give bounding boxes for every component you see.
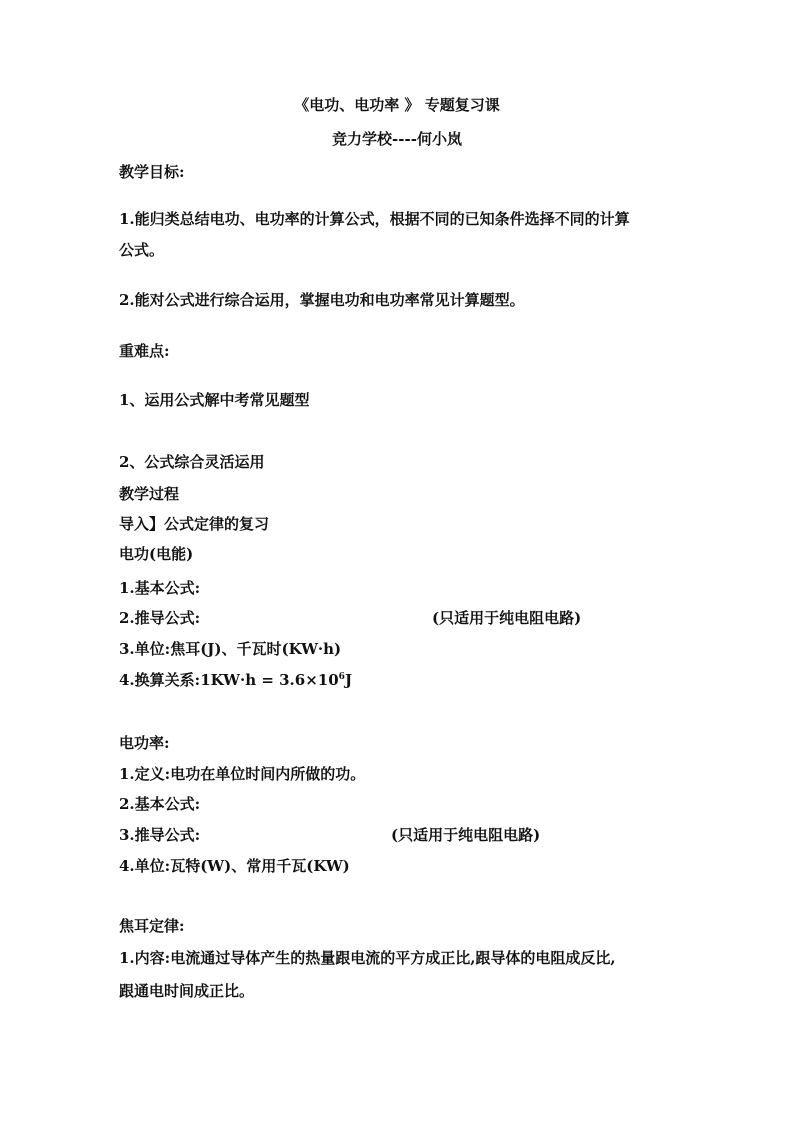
goals-heading: 教学目标: xyxy=(119,163,185,181)
joule-item-1-line-2: 跟通电时间成正比。 xyxy=(119,982,255,1000)
power-item-1: 1.定义:电功在单位时间内所做的功。 xyxy=(119,765,366,783)
key-point-1: 1、运用公式解中考常见题型 xyxy=(119,391,310,409)
work-item-4-exponent: 6 xyxy=(338,672,345,682)
work-item-2-note: (只适用于纯电阻电路) xyxy=(432,609,582,627)
work-item-3: 3.单位:焦耳(J)、千瓦时(KW·h) xyxy=(119,640,342,658)
key-points-heading: 重难点: xyxy=(119,342,170,360)
intro-line: 导入】公式定律的复习 xyxy=(119,515,270,533)
process-heading: 教学过程 xyxy=(119,485,180,503)
electric-power-heading: 电功率: xyxy=(119,734,170,752)
goal-1-line-1: 1.能归类总结电功、电功率的计算公式，根据不同的已知条件选择不同的计算 xyxy=(119,210,630,228)
work-item-4-main: 4.换算关系:1KW·h = 3.6×10 xyxy=(119,671,339,689)
power-item-3: 3.推导公式: xyxy=(119,826,201,844)
power-item-4: 4.单位:瓦特(W)、常用千瓦(KW) xyxy=(119,857,350,875)
goal-2: 2.能对公式进行综合运用，掌握电功和电功率常见计算题型。 xyxy=(119,291,525,309)
work-item-2: 2.推导公式: xyxy=(119,609,201,627)
power-item-3-note: (只适用于纯电阻电路) xyxy=(391,826,541,844)
joule-item-1-line-1: 1.内容:电流通过导体产生的热量跟电流的平方成正比,跟导体的电阻成反比, xyxy=(119,949,616,967)
joule-law-heading: 焦耳定律: xyxy=(119,917,185,935)
power-item-2: 2.基本公式: xyxy=(119,795,201,813)
electric-work-heading: 电功(电能) xyxy=(119,545,194,563)
work-item-4-unit: J xyxy=(344,671,353,689)
document-title: 《电功、电功率 》 专题复习课 xyxy=(294,96,500,114)
work-item-4 xyxy=(119,670,352,690)
author-line: 竞力学校----何小岚 xyxy=(332,130,462,148)
work-item-1: 1.基本公式: xyxy=(119,579,201,597)
goal-1-line-2: 公式。 xyxy=(119,241,165,259)
key-point-2: 2、公式综合灵活运用 xyxy=(119,453,265,471)
